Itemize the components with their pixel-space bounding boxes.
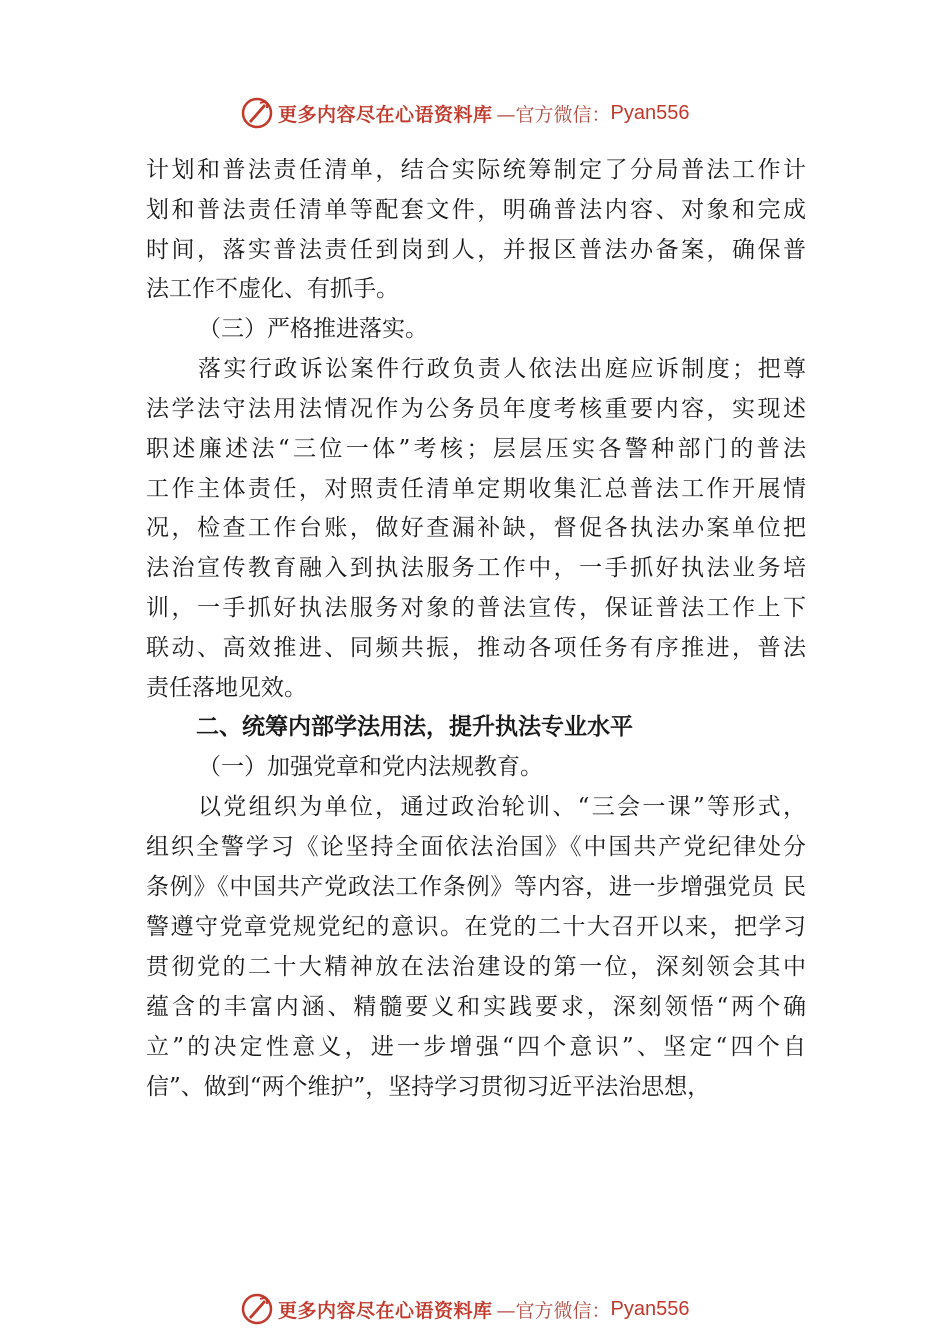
- body-line: 计划和普法责任清单，结合实际统筹制定了分局普法工作计: [146, 157, 806, 183]
- body-line: 工作主体责任，对照责任清单定期收集汇总普法工作开展情: [146, 476, 806, 502]
- subheading-three: （三）严格推进落实。: [198, 316, 428, 342]
- paragraph-first-line: 落实行政诉讼案件行政负责人依法出庭应诉制度；把尊: [198, 356, 806, 382]
- quill-logo-icon: [240, 96, 274, 130]
- body-line: 信”、做到“两个维护”，坚持学习贯彻习近平法治思想，: [146, 1074, 711, 1100]
- body-line: 法治宣传教育融入到执法服务工作中，一手抓好执法业务培: [146, 555, 806, 581]
- body-line: 法学法守法用法情况作为公务员年度考核重要内容，实现述: [146, 396, 806, 422]
- body-line: 蕴含的丰富内涵、精髓要义和实践要求，深刻领悟“两个确: [146, 994, 806, 1020]
- section-heading-two: 二、统筹内部学法用法，提升执法专业水平: [196, 714, 633, 740]
- body-line: 立”的决定性意义，进一步增强“四个意识”、坚定“四个自: [146, 1034, 806, 1060]
- watermark-brand: 更多内容尽在心语资料库: [278, 103, 493, 126]
- watermark-dash: —官方微信：: [496, 103, 611, 126]
- watermark-dash: —官方微信：: [496, 1299, 611, 1322]
- header-watermark: [240, 96, 690, 130]
- body-line: 况，检查工作台账，做好查漏补缺，督促各执法办案单位把: [146, 515, 806, 541]
- subheading-one: （一）加强党章和党内法规教育。: [198, 754, 543, 780]
- body-line: 联动、高效推进、同频共振，推动各项任务有序推进，普法: [146, 635, 806, 661]
- body-line: 时间，落实普法责任到岗到人，并报区普法办备案，确保普: [146, 237, 806, 263]
- body-line: 训，一手抓好执法服务对象的普法宣传，保证普法工作上下: [146, 595, 806, 621]
- watermark-account: Pyan556: [610, 101, 690, 124]
- body-line: 法工作不虚化、有抓手。: [146, 276, 399, 302]
- body-line: 警遵守党章党规党纪的意识。在党的二十大召开以来，把学习: [146, 914, 806, 940]
- body-line: 职述廉述法“三位一体”考核；层层压实各警种部门的普法: [146, 436, 806, 462]
- body-line: 责任落地见效。: [146, 675, 307, 701]
- footer-watermark: [240, 1292, 690, 1326]
- watermark-account: Pyan556: [610, 1297, 690, 1320]
- body-line: 划和普法责任清单等配套文件，明确普法内容、对象和完成: [146, 197, 806, 223]
- paragraph-first-line: 以党组织为单位，通过政治轮训、“三会一课”等形式，: [198, 794, 806, 820]
- body-line: 贯彻党的二十大精神放在法治建设的第一位，深刻领会其中: [146, 954, 806, 980]
- watermark-brand: 更多内容尽在心语资料库: [278, 1299, 493, 1322]
- body-line: 组织全警学习《论坚持全面依法治国》《中国共产党纪律处分: [146, 834, 806, 860]
- quill-logo-icon: [240, 1292, 274, 1326]
- body-line: 条例》《中国共产党政法工作条例》等内容，进一步增强党员 民: [146, 874, 806, 900]
